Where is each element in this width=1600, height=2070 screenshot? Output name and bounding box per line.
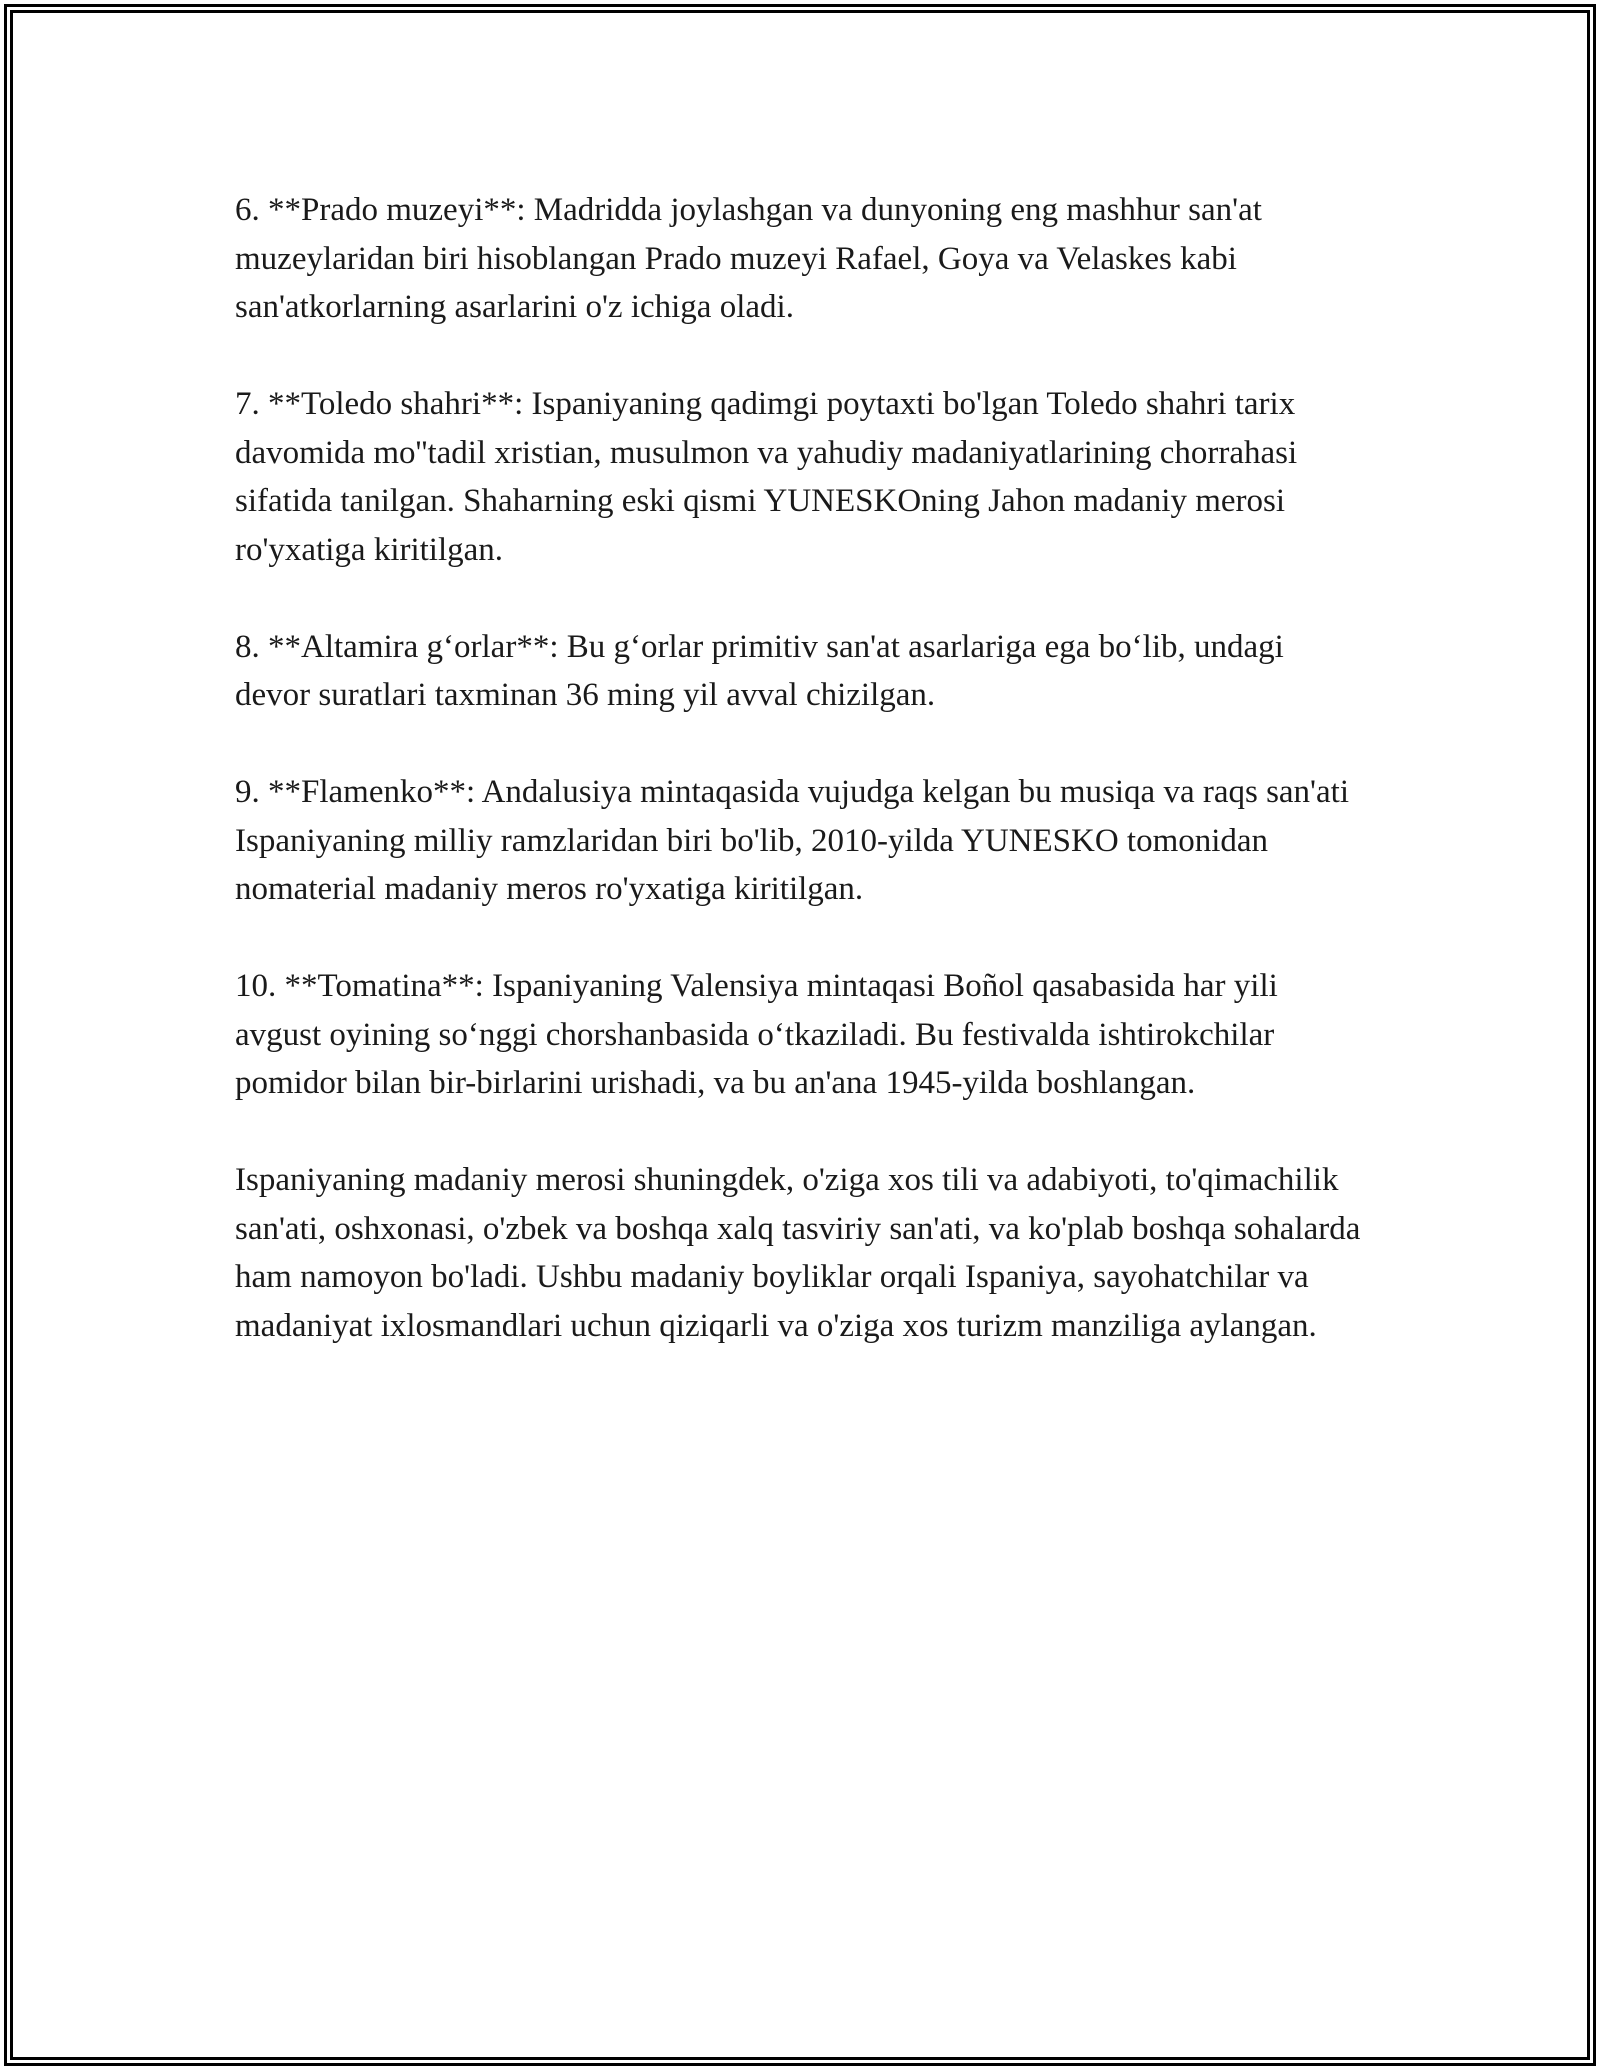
paragraph-prado-museum: 6. **Prado muzeyi**: Madridda joylashgan va dunyoning eng mashhur san'at muzeylaridan biri hisoblangan Prado muzeyi Rafael, Goya va Velaskes kabi san'atkorlarning asarlarini o'z ichiga oladi. — [235, 192, 1262, 325]
paragraph-conclusion: Ispaniyaning madaniy merosi shuningdek, o'ziga xos tili va adabiyoti, to'qimachilik san'ati, oshxonasi, o'zbek va boshqa xalq tasviriy san'ati, va ko'plab boshqa sohalarda ham namoyon bo'ladi. Ushbu madaniy boyliklar orqali Ispaniya, sayohatchilar va madaniyat ixlosmandlari uchun qiziqarli va o'ziga xos turizm manziliga aylangan. — [235, 1162, 1361, 1344]
paragraph-altamira-caves: 8. **Altamira g‘orlar**: Bu g‘orlar primitiv san'at asarlariga ega bo‘lib, undagi devor suratlari taxminan 36 ming yil avval chizilgan. — [235, 628, 1284, 713]
paragraph-flamenco: 9. **Flamenko**: Andalusiya mintaqasida vujudga kelgan bu musiqa va raqs san'ati Ispaniyaning milliy ramzlaridan biri bo'lib, 2010-yilda YUNESKO tomonidan nomaterial madaniy meros ro'yxatiga kiritilgan. — [235, 774, 1349, 907]
paragraph-tomatina: 10. **Tomatina**: Ispaniyaning Valensiya mintaqasi Boñol qasabasida har yili avgust oyining so‘nggi chorshanbasida o‘tkaziladi. Bu festivalda ishtirokchilar pomidor bilan bir-birlarini urishadi, va bu an'ana 1945-yilda boshlangan. — [235, 968, 1278, 1101]
document-body — [235, 186, 1365, 1399]
paragraph-toledo-city: 7. **Toledo shahri**: Ispaniyaning qadimgi poytaxti bo'lgan Toledo shahri tarix davomida mo''tadil xristian, musulmon va yahudiy madaniyatlarining chorrahasi sifatida tanilgan. Shaharning eski qismi YUNESKOning Jahon madaniy merosi ro'yxatiga kiritilgan. — [235, 386, 1298, 568]
